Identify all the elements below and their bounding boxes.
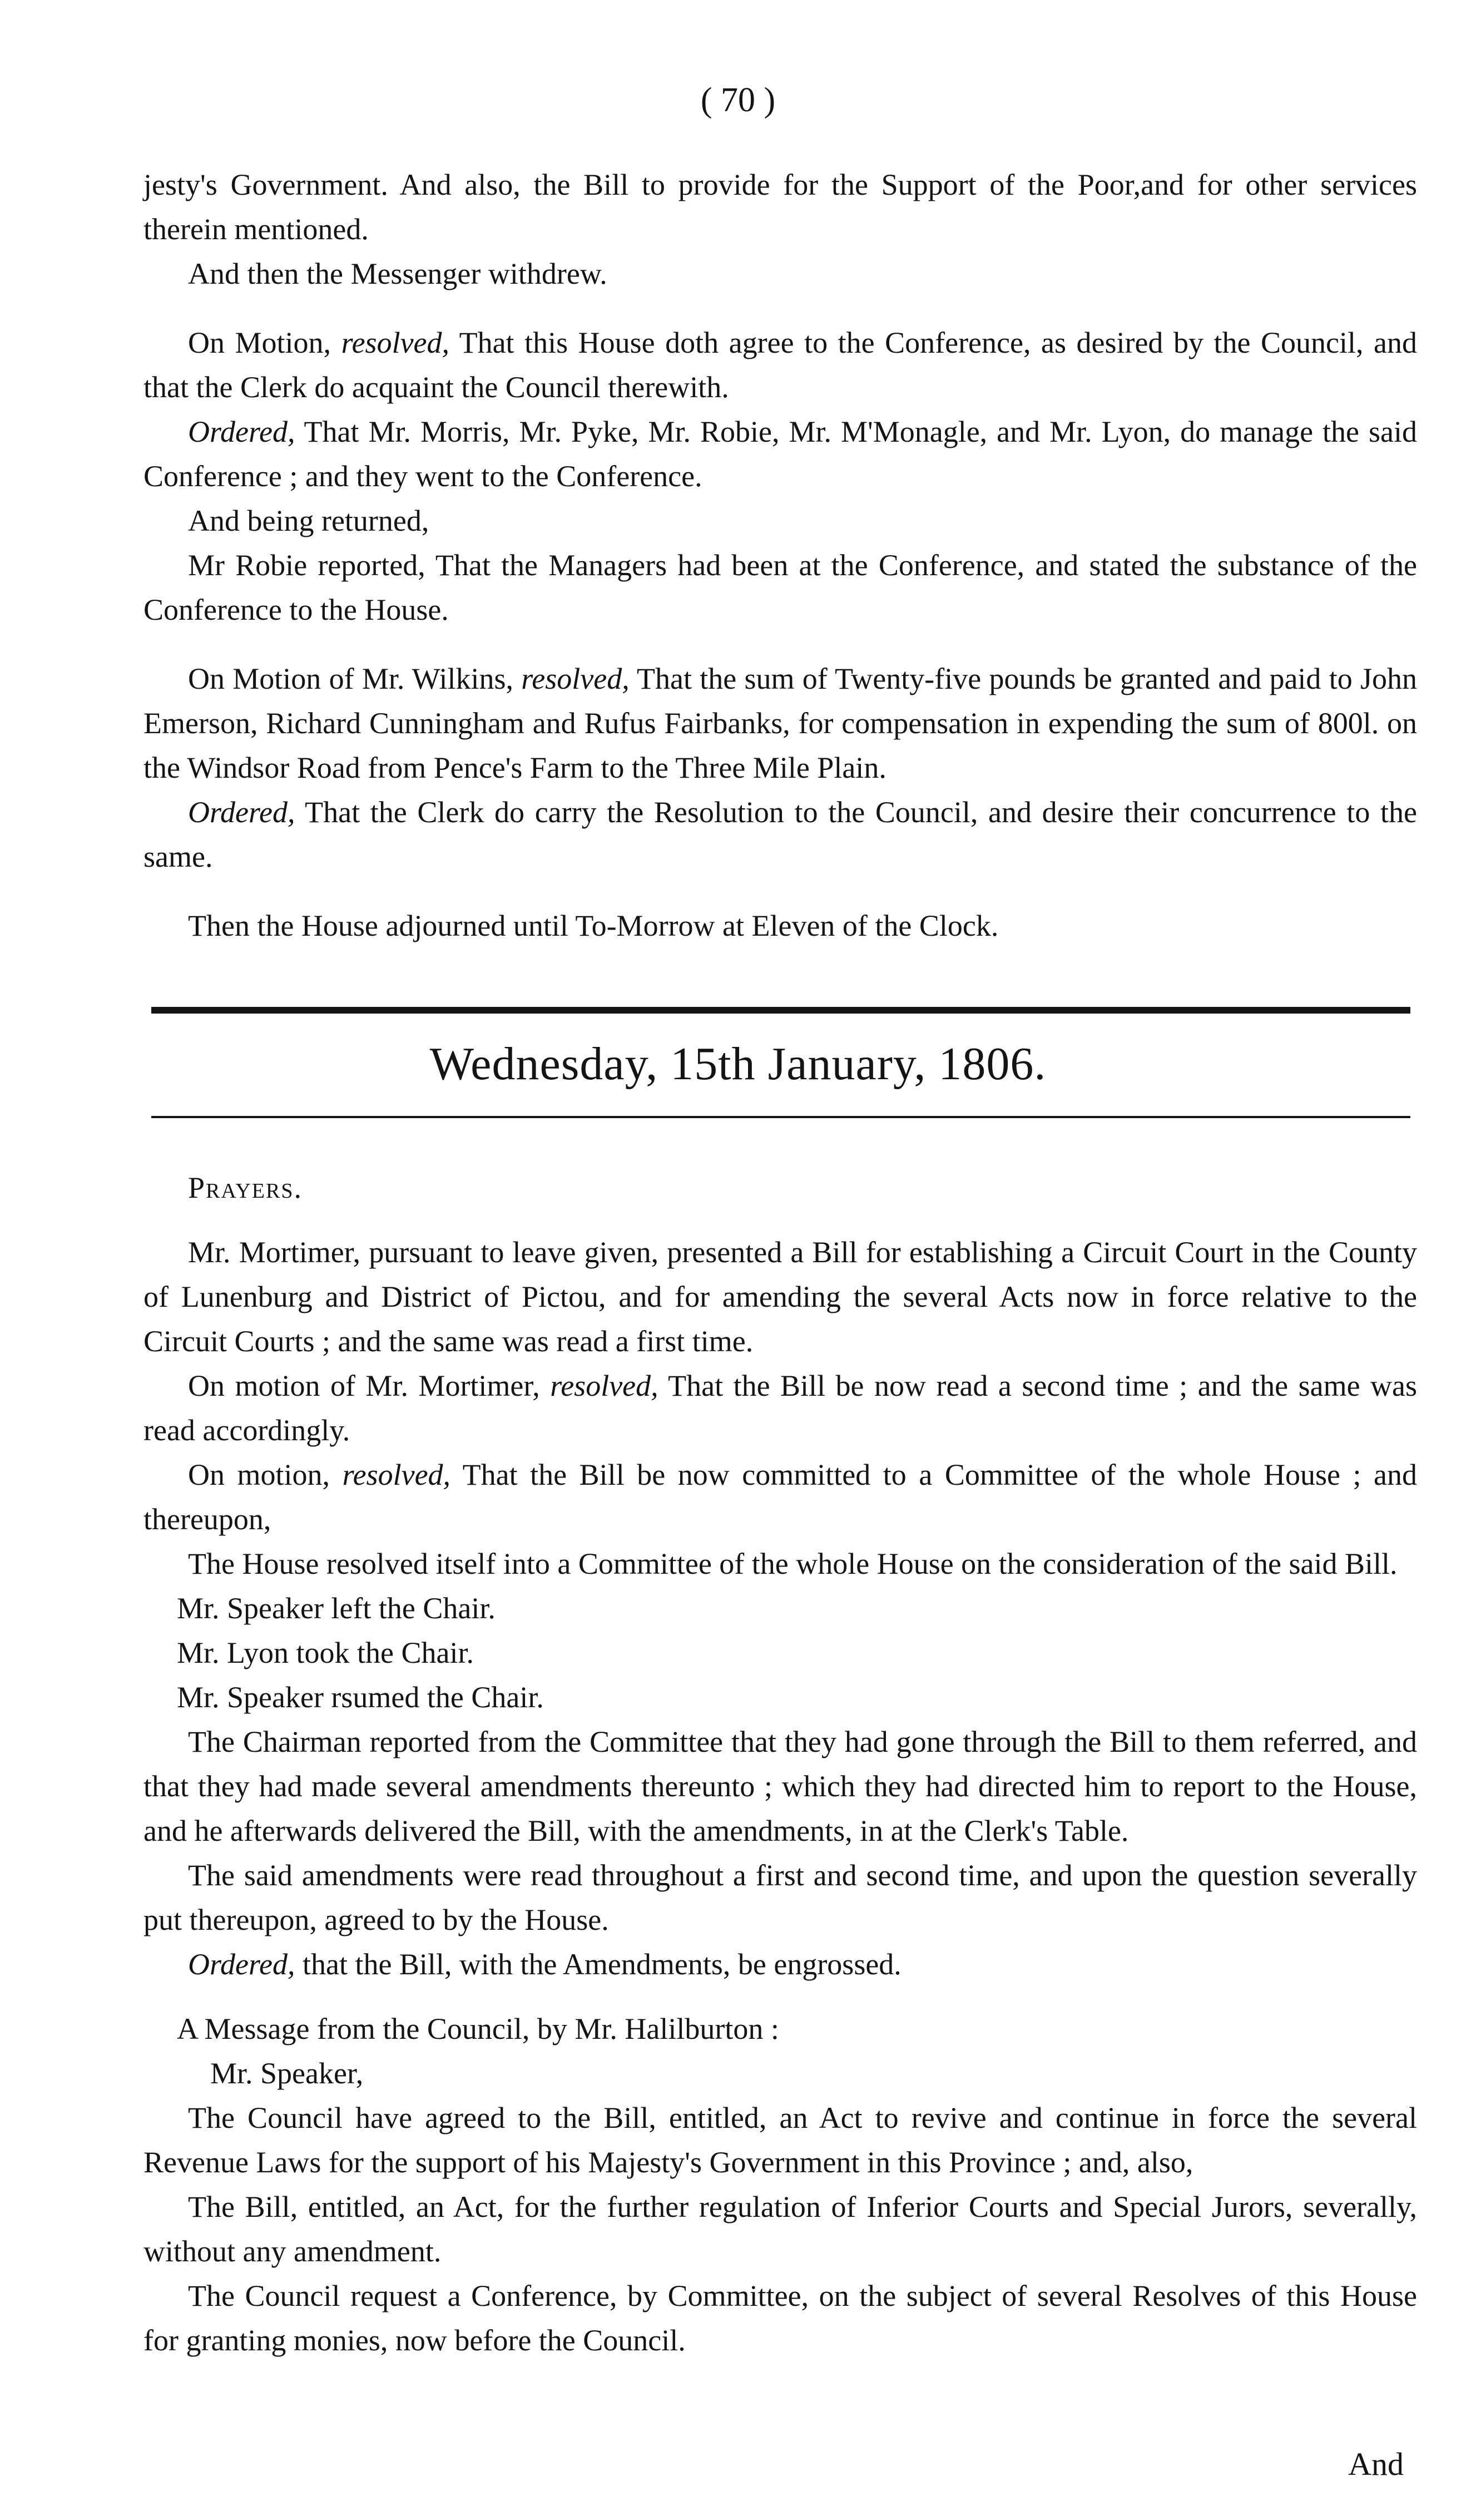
paragraph: Then the House adjourned until To-Morrow at Eleven of the Clock. [188,909,999,942]
paragraph: The House resolved itself into a Committee of the whole House on the consideration of the said Bill. [188,1547,1398,1580]
paragraph: The said amendments were read throughout a first and second time, and upon the question severally put thereupon, agreed to by the House. [143,1859,1417,1936]
paragraph: The Chairman reported from the Committee that they had gone through the Bill to them referred, and that they had made several amendments thereunto ; which they had directed him to report to the House, and he afterwards delivered the Bill, with the amendments, in at the Clerk's Table. [143,1725,1417,1847]
paragraph: And then the Messenger withdrew. [188,257,607,290]
paragraph: The Bill, entitled, an Act, for the further regulation of Inferior Courts and Special Jurors, severally, without any amendment. [143,2190,1417,2268]
paragraph: Mr Robie reported, That the Managers had been at the Conference, and stated the substance of the Conference to the House. [143,549,1417,626]
paragraph: On motion of Mr. Mortimer, resolved, That the Bill be now read a second time ; and the same was read accordingly. [143,1369,1417,1447]
paragraph: On Motion of Mr. Wilkins, resolved, That the sum of Twenty-five pounds be granted and paid to John Emerson, Richard Cunningham and Rufus Fairbanks, for compensation in expending the sum of 800l. on the Windsor Road from Pence's Farm to the Three Mile Plain. [143,662,1417,784]
date-heading: Wednesday, 15th January, 1806. [429,1038,1047,1090]
paragraph: Mr. Speaker left the Chair. [177,1592,496,1625]
divider-thick [151,1007,1410,1014]
paragraph: Ordered, That Mr. Morris, Mr. Pyke, Mr. Robie, Mr. M'Monagle, and Mr. Lyon, do manage the said Conference ; and they went to the Conference. [143,415,1418,493]
catchword: And [1348,2446,1404,2482]
paragraph: The Council request a Conference, by Committee, on the subject of several Resolves of this House for granting monies, now before the Council. [143,2279,1417,2357]
paragraph: jesty's Government. And also, the Bill to provide for the Support of the Poor,and for other services therein mentioned. [143,168,1417,246]
paragraph: Ordered, That the Clerk do carry the Resolution to the Council, and desire their concurrence to the same. [143,795,1417,873]
paragraph: The Council have agreed to the Bill, entitled, an Act to revive and continue in force the several Revenue Laws for the support of his Majesty's Government in this Province ; and, also, [143,2101,1417,2179]
divider-thin [151,1116,1410,1118]
bottom-section [143,1165,1417,2363]
paragraph: On Motion, resolved, That this House doth agree to the Conference, as desired by the Council, and that the Clerk do acquaint the Council therewith. [143,326,1417,404]
paragraph: A Message from the Council, by Mr. Halilburton : [177,2012,779,2045]
paragraph: Mr. Mortimer, pursuant to leave given, presented a Bill for establishing a Circuit Court in the County of Lunenburg and District of Pictou, and for amending the several Acts now in force relative to the Circuit Courts ; and the same was read a first time. [143,1236,1417,1358]
paragraph: Ordered, that the Bill, with the Amendments, be engrossed. [188,1948,902,1981]
prayers-label: Prayers. [188,1171,303,1204]
paragraph: Mr. Speaker rsumed the Chair. [177,1681,544,1714]
page-number: ( 70 ) [700,81,776,119]
paragraph: And being returned, [188,504,429,537]
top-section [143,162,1417,948]
paragraph: On motion, resolved, That the Bill be now committed to a Committee of the whole House ; and thereupon, [143,1458,1418,1536]
paragraph: Mr. Speaker, [210,2057,364,2090]
paragraph: Mr. Lyon took the Chair. [177,1636,474,1669]
